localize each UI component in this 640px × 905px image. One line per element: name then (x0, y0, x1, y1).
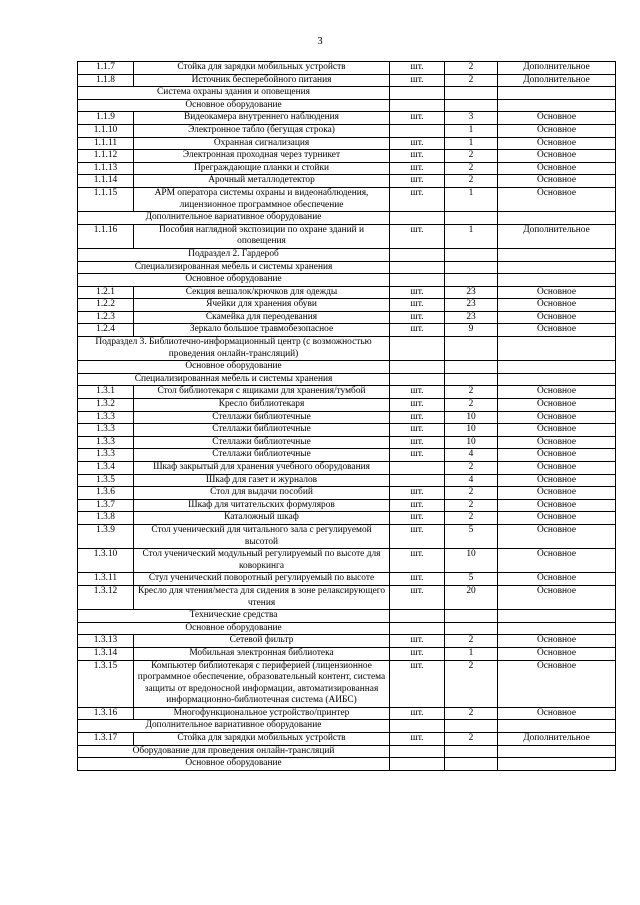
item-type: Основное (498, 187, 616, 211)
table-row (78, 647, 616, 660)
empty-cell (498, 274, 616, 287)
item-type: Основное (498, 424, 616, 437)
item-name: Электронная проходная через турникет (134, 150, 390, 163)
item-unit (390, 474, 445, 487)
item-quantity: 3 (445, 112, 498, 125)
empty-cell (445, 373, 498, 386)
item-number: 1.1.7 (78, 62, 134, 75)
item-number: 1.1.13 (78, 162, 134, 175)
item-quantity: 4 (445, 474, 498, 487)
section-heading: Основное оборудование (78, 622, 390, 635)
section-row (78, 745, 616, 758)
table-row (78, 124, 616, 137)
table-row (78, 499, 616, 512)
section-heading: Основное оборудование (78, 758, 390, 771)
empty-cell (445, 274, 498, 287)
item-unit: шт. (390, 733, 445, 746)
item-quantity: 9 (445, 324, 498, 337)
empty-cell (445, 361, 498, 374)
item-quantity: 1 (445, 187, 498, 211)
item-name: Электронное табло (бегущая строка) (134, 124, 390, 137)
empty-cell (498, 361, 616, 374)
empty-cell (445, 261, 498, 274)
item-unit: шт. (390, 112, 445, 125)
item-quantity: 2 (445, 512, 498, 525)
item-type: Основное (498, 462, 616, 475)
item-type: Основное (498, 474, 616, 487)
item-number: 1.1.16 (78, 224, 134, 248)
item-name: Арочный металлодетектор (134, 175, 390, 188)
section-heading: Специализированная мебель и системы хранения (78, 373, 390, 386)
table-row (78, 286, 616, 299)
table-row (78, 162, 616, 175)
table-row (78, 187, 616, 211)
empty-cell (390, 373, 445, 386)
item-name: Многофункциональное устройство/принтер (134, 707, 390, 720)
item-quantity: 10 (445, 424, 498, 437)
empty-cell (390, 274, 445, 287)
item-type: Основное (498, 549, 616, 573)
item-number: 1.1.15 (78, 187, 134, 211)
item-type: Основное (498, 585, 616, 609)
item-quantity: 2 (445, 733, 498, 746)
empty-cell (445, 610, 498, 623)
section-heading: Подраздел 2. Гардероб (78, 248, 390, 261)
item-unit: шт. (390, 524, 445, 548)
item-number: 1.3.6 (78, 487, 134, 500)
item-type: Основное (498, 124, 616, 137)
item-number: 1.1.11 (78, 137, 134, 150)
item-name: Каталожный шкаф (134, 512, 390, 525)
empty-cell (445, 99, 498, 112)
item-name: Мобильная электронная библиотека (134, 647, 390, 660)
item-number: 1.3.4 (78, 462, 134, 475)
table-row (78, 524, 616, 548)
section-heading: Специализированная мебель и системы хранения (78, 261, 390, 274)
item-name: Компьютер библиотекаря с периферией (лицензионное программное обеспечение, образовательный контент, система защиты от вредоносной информации, автоматизированная информационно-библиотечная система (АИБС) (134, 660, 390, 707)
item-unit: шт. (390, 585, 445, 609)
item-name: АРМ оператора системы охраны и видеонаблюдения, лицензионное программное обеспечение (134, 187, 390, 211)
item-unit: шт. (390, 162, 445, 175)
section-heading: Система охраны здания и оповещения (78, 87, 390, 100)
item-type: Основное (498, 324, 616, 337)
empty-cell (390, 361, 445, 374)
table-row (78, 112, 616, 125)
section-row (78, 337, 616, 361)
item-unit: шт. (390, 549, 445, 573)
item-quantity: 2 (445, 707, 498, 720)
item-unit: шт. (390, 449, 445, 462)
empty-cell (390, 720, 445, 733)
table-row (78, 224, 616, 248)
table-row (78, 411, 616, 424)
item-type: Основное (498, 112, 616, 125)
section-heading: Технические средства (78, 610, 390, 623)
item-type: Основное (498, 299, 616, 312)
item-type: Основное (498, 573, 616, 586)
item-unit: шт. (390, 286, 445, 299)
table-row (78, 424, 616, 437)
item-quantity: 23 (445, 286, 498, 299)
item-quantity: 2 (445, 499, 498, 512)
item-name: Секция вешалок/крючков для одежды (134, 286, 390, 299)
item-unit: шт. (390, 187, 445, 211)
item-name: Стеллажи библиотечные (134, 436, 390, 449)
item-name: Стойка для зарядки мобильных устройств (134, 733, 390, 746)
item-number: 1.2.2 (78, 299, 134, 312)
item-name: Ячейки для хранения обуви (134, 299, 390, 312)
item-unit: шт. (390, 62, 445, 75)
item-number: 1.3.11 (78, 573, 134, 586)
item-type: Основное (498, 512, 616, 525)
table-row (78, 74, 616, 87)
item-type: Основное (498, 311, 616, 324)
table-row (78, 462, 616, 475)
item-type: Основное (498, 487, 616, 500)
item-name: Скамейка для переодевания (134, 311, 390, 324)
item-number: 1.3.3 (78, 449, 134, 462)
item-type: Основное (498, 175, 616, 188)
item-name: Зеркало большое травмобезопасное (134, 324, 390, 337)
item-number: 1.3.9 (78, 524, 134, 548)
item-quantity: 2 (445, 487, 498, 500)
section-heading: Основное оборудование (78, 274, 390, 287)
empty-cell (498, 99, 616, 112)
item-type: Основное (498, 660, 616, 707)
item-unit: шт. (390, 512, 445, 525)
item-number: 1.3.8 (78, 512, 134, 525)
empty-cell (498, 720, 616, 733)
empty-cell (390, 87, 445, 100)
item-name: Кресло библиотекаря (134, 399, 390, 412)
item-unit: шт. (390, 324, 445, 337)
item-name: Охранная сигнализация (134, 137, 390, 150)
item-name: Стол для выдачи пособий (134, 487, 390, 500)
section-row (78, 622, 616, 635)
empty-cell (445, 248, 498, 261)
table-row (78, 512, 616, 525)
item-quantity: 2 (445, 635, 498, 648)
item-type: Основное (498, 524, 616, 548)
table-row (78, 660, 616, 707)
item-type: Основное (498, 286, 616, 299)
item-quantity: 20 (445, 585, 498, 609)
section-row (78, 261, 616, 274)
section-row (78, 361, 616, 374)
section-row (78, 87, 616, 100)
item-number: 1.1.12 (78, 150, 134, 163)
table-row (78, 635, 616, 648)
item-name: Стойка для зарядки мобильных устройств (134, 62, 390, 75)
item-number: 1.1.9 (78, 112, 134, 125)
empty-cell (445, 758, 498, 771)
table-row (78, 707, 616, 720)
item-quantity: 2 (445, 150, 498, 163)
item-name: Стеллажи библиотечные (134, 449, 390, 462)
item-unit: шт. (390, 660, 445, 707)
empty-cell (498, 87, 616, 100)
section-heading: Оборудование для проведения онлайн-трансляций (78, 745, 390, 758)
item-quantity: 2 (445, 386, 498, 399)
item-number: 1.3.16 (78, 707, 134, 720)
empty-cell (445, 212, 498, 225)
item-quantity: 2 (445, 399, 498, 412)
table-row (78, 324, 616, 337)
item-unit: шт. (390, 411, 445, 424)
item-type: Основное (498, 386, 616, 399)
item-name: Стол библиотекаря с ящиками для хранения/тумбой (134, 386, 390, 399)
item-number: 1.3.17 (78, 733, 134, 746)
item-number: 1.2.4 (78, 324, 134, 337)
section-row (78, 373, 616, 386)
item-quantity: 23 (445, 299, 498, 312)
item-quantity: 10 (445, 549, 498, 573)
section-row (78, 610, 616, 623)
table-row (78, 733, 616, 746)
empty-cell (445, 745, 498, 758)
empty-cell (498, 622, 616, 635)
item-quantity: 23 (445, 311, 498, 324)
section-row (78, 720, 616, 733)
item-number: 1.3.3 (78, 424, 134, 437)
item-quantity: 1 (445, 124, 498, 137)
item-type: Основное (498, 707, 616, 720)
item-type: Основное (498, 449, 616, 462)
item-quantity: 2 (445, 462, 498, 475)
item-number: 1.3.2 (78, 399, 134, 412)
item-number: 1.1.10 (78, 124, 134, 137)
section-row (78, 274, 616, 287)
item-name: Сетевой фильтр (134, 635, 390, 648)
item-name: Преграждающие планки и стойки (134, 162, 390, 175)
item-quantity: 2 (445, 660, 498, 707)
table-row (78, 150, 616, 163)
section-heading: Дополнительное вариативное оборудование (78, 720, 390, 733)
item-quantity: 4 (445, 449, 498, 462)
item-quantity: 2 (445, 175, 498, 188)
item-name: Шкаф закрытый для хранения учебного оборудования (134, 462, 390, 475)
empty-cell (445, 87, 498, 100)
item-number: 1.3.5 (78, 474, 134, 487)
item-type: Основное (498, 635, 616, 648)
item-type: Основное (498, 137, 616, 150)
item-quantity: 2 (445, 74, 498, 87)
empty-cell (390, 622, 445, 635)
table-row (78, 399, 616, 412)
item-quantity: 5 (445, 524, 498, 548)
item-unit (390, 462, 445, 475)
empty-cell (390, 610, 445, 623)
item-unit: шт. (390, 487, 445, 500)
item-unit: шт. (390, 74, 445, 87)
item-type: Дополнительное (498, 62, 616, 75)
item-quantity: 5 (445, 573, 498, 586)
item-unit: шт. (390, 299, 445, 312)
item-name: Источник бесперебойного питания (134, 74, 390, 87)
empty-cell (498, 373, 616, 386)
page-number: 3 (317, 36, 323, 47)
item-number: 1.3.10 (78, 549, 134, 573)
item-number: 1.2.1 (78, 286, 134, 299)
item-unit: шт. (390, 175, 445, 188)
table-row (78, 386, 616, 399)
item-number: 1.1.14 (78, 175, 134, 188)
item-type: Дополнительное (498, 224, 616, 248)
empty-cell (498, 261, 616, 274)
item-unit: шт. (390, 386, 445, 399)
item-name: Шкаф для читательских формуляров (134, 499, 390, 512)
table-row (78, 436, 616, 449)
item-quantity: 10 (445, 411, 498, 424)
item-name: Видеокамера внутреннего наблюдения (134, 112, 390, 125)
empty-cell (498, 745, 616, 758)
empty-cell (390, 99, 445, 112)
item-type: Дополнительное (498, 74, 616, 87)
item-name: Стеллажи библиотечные (134, 424, 390, 437)
table-row (78, 62, 616, 75)
section-row (78, 248, 616, 261)
section-row (78, 758, 616, 771)
item-unit: шт. (390, 224, 445, 248)
item-unit: шт. (390, 137, 445, 150)
item-quantity: 1 (445, 137, 498, 150)
empty-cell (390, 758, 445, 771)
item-unit: шт. (390, 635, 445, 648)
item-quantity: 10 (445, 436, 498, 449)
item-number: 1.3.3 (78, 411, 134, 424)
empty-cell (498, 337, 616, 361)
equipment-table (77, 61, 616, 771)
item-unit: шт. (390, 424, 445, 437)
section-heading: Основное оборудование (78, 99, 390, 112)
table-row (78, 175, 616, 188)
empty-cell (390, 337, 445, 361)
empty-cell (498, 758, 616, 771)
empty-cell (390, 261, 445, 274)
item-type: Основное (498, 436, 616, 449)
item-number: 1.2.3 (78, 311, 134, 324)
item-unit: шт. (390, 647, 445, 660)
empty-cell (498, 212, 616, 225)
item-number: 1.3.15 (78, 660, 134, 707)
table-row (78, 487, 616, 500)
table-row (78, 137, 616, 150)
section-heading: Основное оборудование (78, 361, 390, 374)
item-number: 1.3.13 (78, 635, 134, 648)
item-unit (390, 124, 445, 137)
section-row (78, 99, 616, 112)
item-unit: шт. (390, 499, 445, 512)
item-unit: шт. (390, 707, 445, 720)
empty-cell (498, 610, 616, 623)
table-row (78, 474, 616, 487)
empty-cell (390, 212, 445, 225)
item-unit: шт. (390, 573, 445, 586)
item-type: Дополнительное (498, 733, 616, 746)
table-row (78, 573, 616, 586)
item-type: Основное (498, 411, 616, 424)
section-heading: Подраздел 3. Библиотечно-информационный центр (с возможностью проведения онлайн-трансляций) (78, 337, 390, 361)
item-name: Стол ученический модульный регулируемый по высоте для коворкинга (134, 549, 390, 573)
item-unit: шт. (390, 311, 445, 324)
item-number: 1.3.7 (78, 499, 134, 512)
empty-cell (390, 248, 445, 261)
table-row (78, 449, 616, 462)
item-name: Кресло для чтения/места для сидения в зоне релаксирующего чтения (134, 585, 390, 609)
item-number: 1.1.8 (78, 74, 134, 87)
item-type: Основное (498, 150, 616, 163)
item-name: Стол ученический для читального зала с регулируемой высотой (134, 524, 390, 548)
item-number: 1.3.1 (78, 386, 134, 399)
empty-cell (498, 248, 616, 261)
section-row (78, 212, 616, 225)
item-name: Стул ученический поворотный регулируемый по высоте (134, 573, 390, 586)
table-row (78, 585, 616, 609)
section-heading: Дополнительное вариативное оборудование (78, 212, 390, 225)
item-unit: шт. (390, 436, 445, 449)
item-type: Основное (498, 399, 616, 412)
item-unit: шт. (390, 399, 445, 412)
item-type: Основное (498, 499, 616, 512)
item-quantity: 1 (445, 224, 498, 248)
empty-cell (445, 622, 498, 635)
item-name: Шкаф для газет и журналов (134, 474, 390, 487)
empty-cell (390, 745, 445, 758)
item-name: Пособия наглядной экспозиции по охране зданий и оповещения (134, 224, 390, 248)
item-type: Основное (498, 647, 616, 660)
item-number: 1.3.3 (78, 436, 134, 449)
item-number: 1.3.12 (78, 585, 134, 609)
table-row (78, 549, 616, 573)
item-quantity: 2 (445, 62, 498, 75)
table-row (78, 299, 616, 312)
item-name: Стеллажи библиотечные (134, 411, 390, 424)
empty-cell (445, 337, 498, 361)
empty-cell (445, 720, 498, 733)
item-quantity: 2 (445, 162, 498, 175)
item-number: 1.3.14 (78, 647, 134, 660)
item-type: Основное (498, 162, 616, 175)
table-row (78, 311, 616, 324)
item-quantity: 1 (445, 647, 498, 660)
item-unit: шт. (390, 150, 445, 163)
